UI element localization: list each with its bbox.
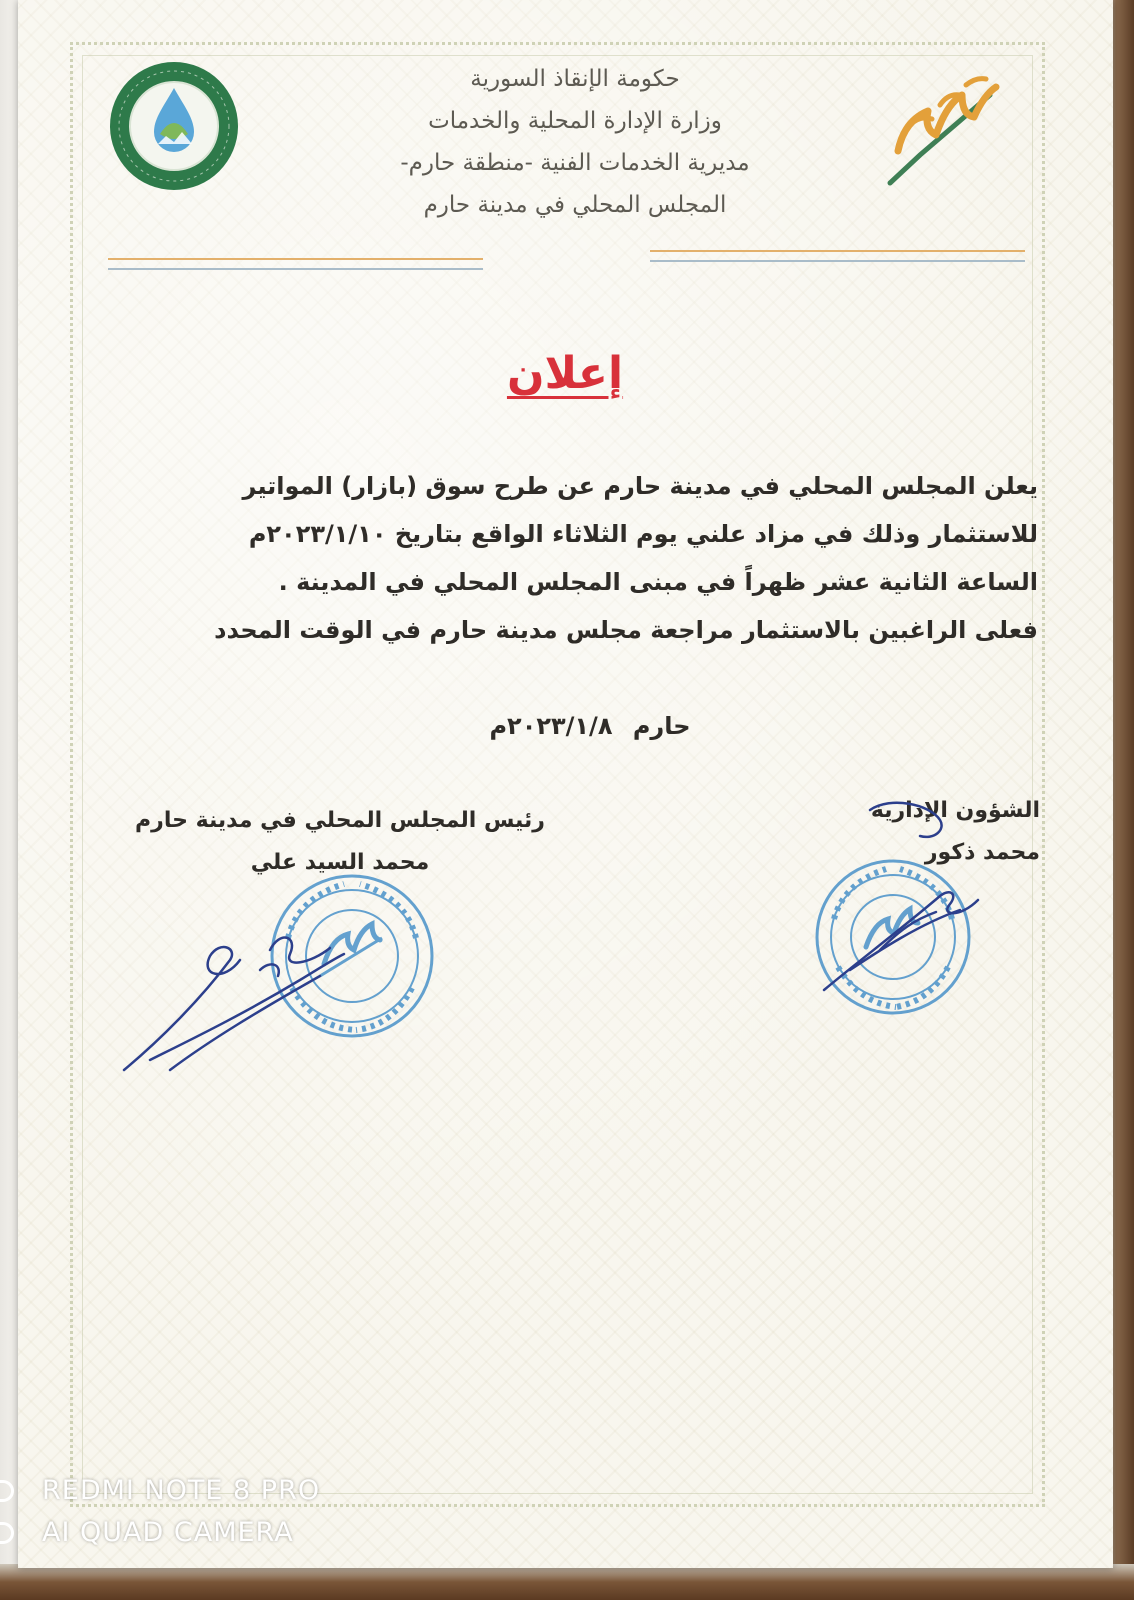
announcement-body	[160, 462, 1038, 654]
camera-watermark	[0, 1470, 320, 1554]
council-head-name: محمد السيد علي	[250, 850, 430, 875]
council-name: المجلس المحلي في مدينة حارم	[423, 192, 727, 218]
body-line-3: الساعة الثانية عشر ظهراً في مبنى المجلس المحلي في المدينة .	[278, 568, 1038, 596]
announcement-title: إعلان	[506, 348, 624, 399]
place-and-date: حارم ٢٠٢٣/١/٨م	[489, 712, 691, 740]
admin-affairs-title: الشؤون الإدارية	[870, 798, 1040, 823]
header-divider-right	[650, 250, 1025, 262]
header-divider-left	[108, 258, 483, 270]
council-head-title: رئيس المجلس المحلي في مدينة حارم	[135, 808, 545, 833]
body-line-1: يعلن المجلس المحلي في مدينة حارم عن طرح سوق (بازار) المواتير	[242, 472, 1038, 500]
ministry-name: وزارة الإدارة المحلية والخدمات	[428, 108, 722, 134]
directorate-name: مديرية الخدمات الفنية -منطقة حارم-	[400, 150, 750, 176]
watermark-camera-label: AI QUAD CAMERA	[42, 1517, 294, 1548]
government-name: حكومة الإنقاذ السورية	[470, 66, 680, 92]
watermark-circle-icon	[0, 1522, 14, 1544]
document-header	[340, 58, 810, 226]
body-line-2: للاستثمار وذلك في مزاد علني يوم الثلاثاء الواقع بتاريخ ٢٠٢٣/١/١٠م	[248, 520, 1038, 548]
syria-calligraphy-logo-icon	[880, 55, 1005, 190]
council-head-signature-icon	[120, 920, 360, 1090]
table-bottom-edge	[0, 1564, 1134, 1600]
watermark-phone-model: REDMI NOTE 8 PRO	[42, 1475, 321, 1506]
decorative-inner-border	[82, 55, 1033, 1494]
watermark-circle-icon	[0, 1480, 14, 1502]
admin-affairs-signature-icon	[810, 800, 990, 1020]
body-line-4: فعلى الراغبين بالاستثمار مراجعة مجلس مدينة حارم في الوقت المحدد	[214, 616, 1038, 644]
admin-affairs-name: محمد ذكور	[924, 840, 1040, 865]
ministry-logo-icon	[108, 60, 240, 192]
